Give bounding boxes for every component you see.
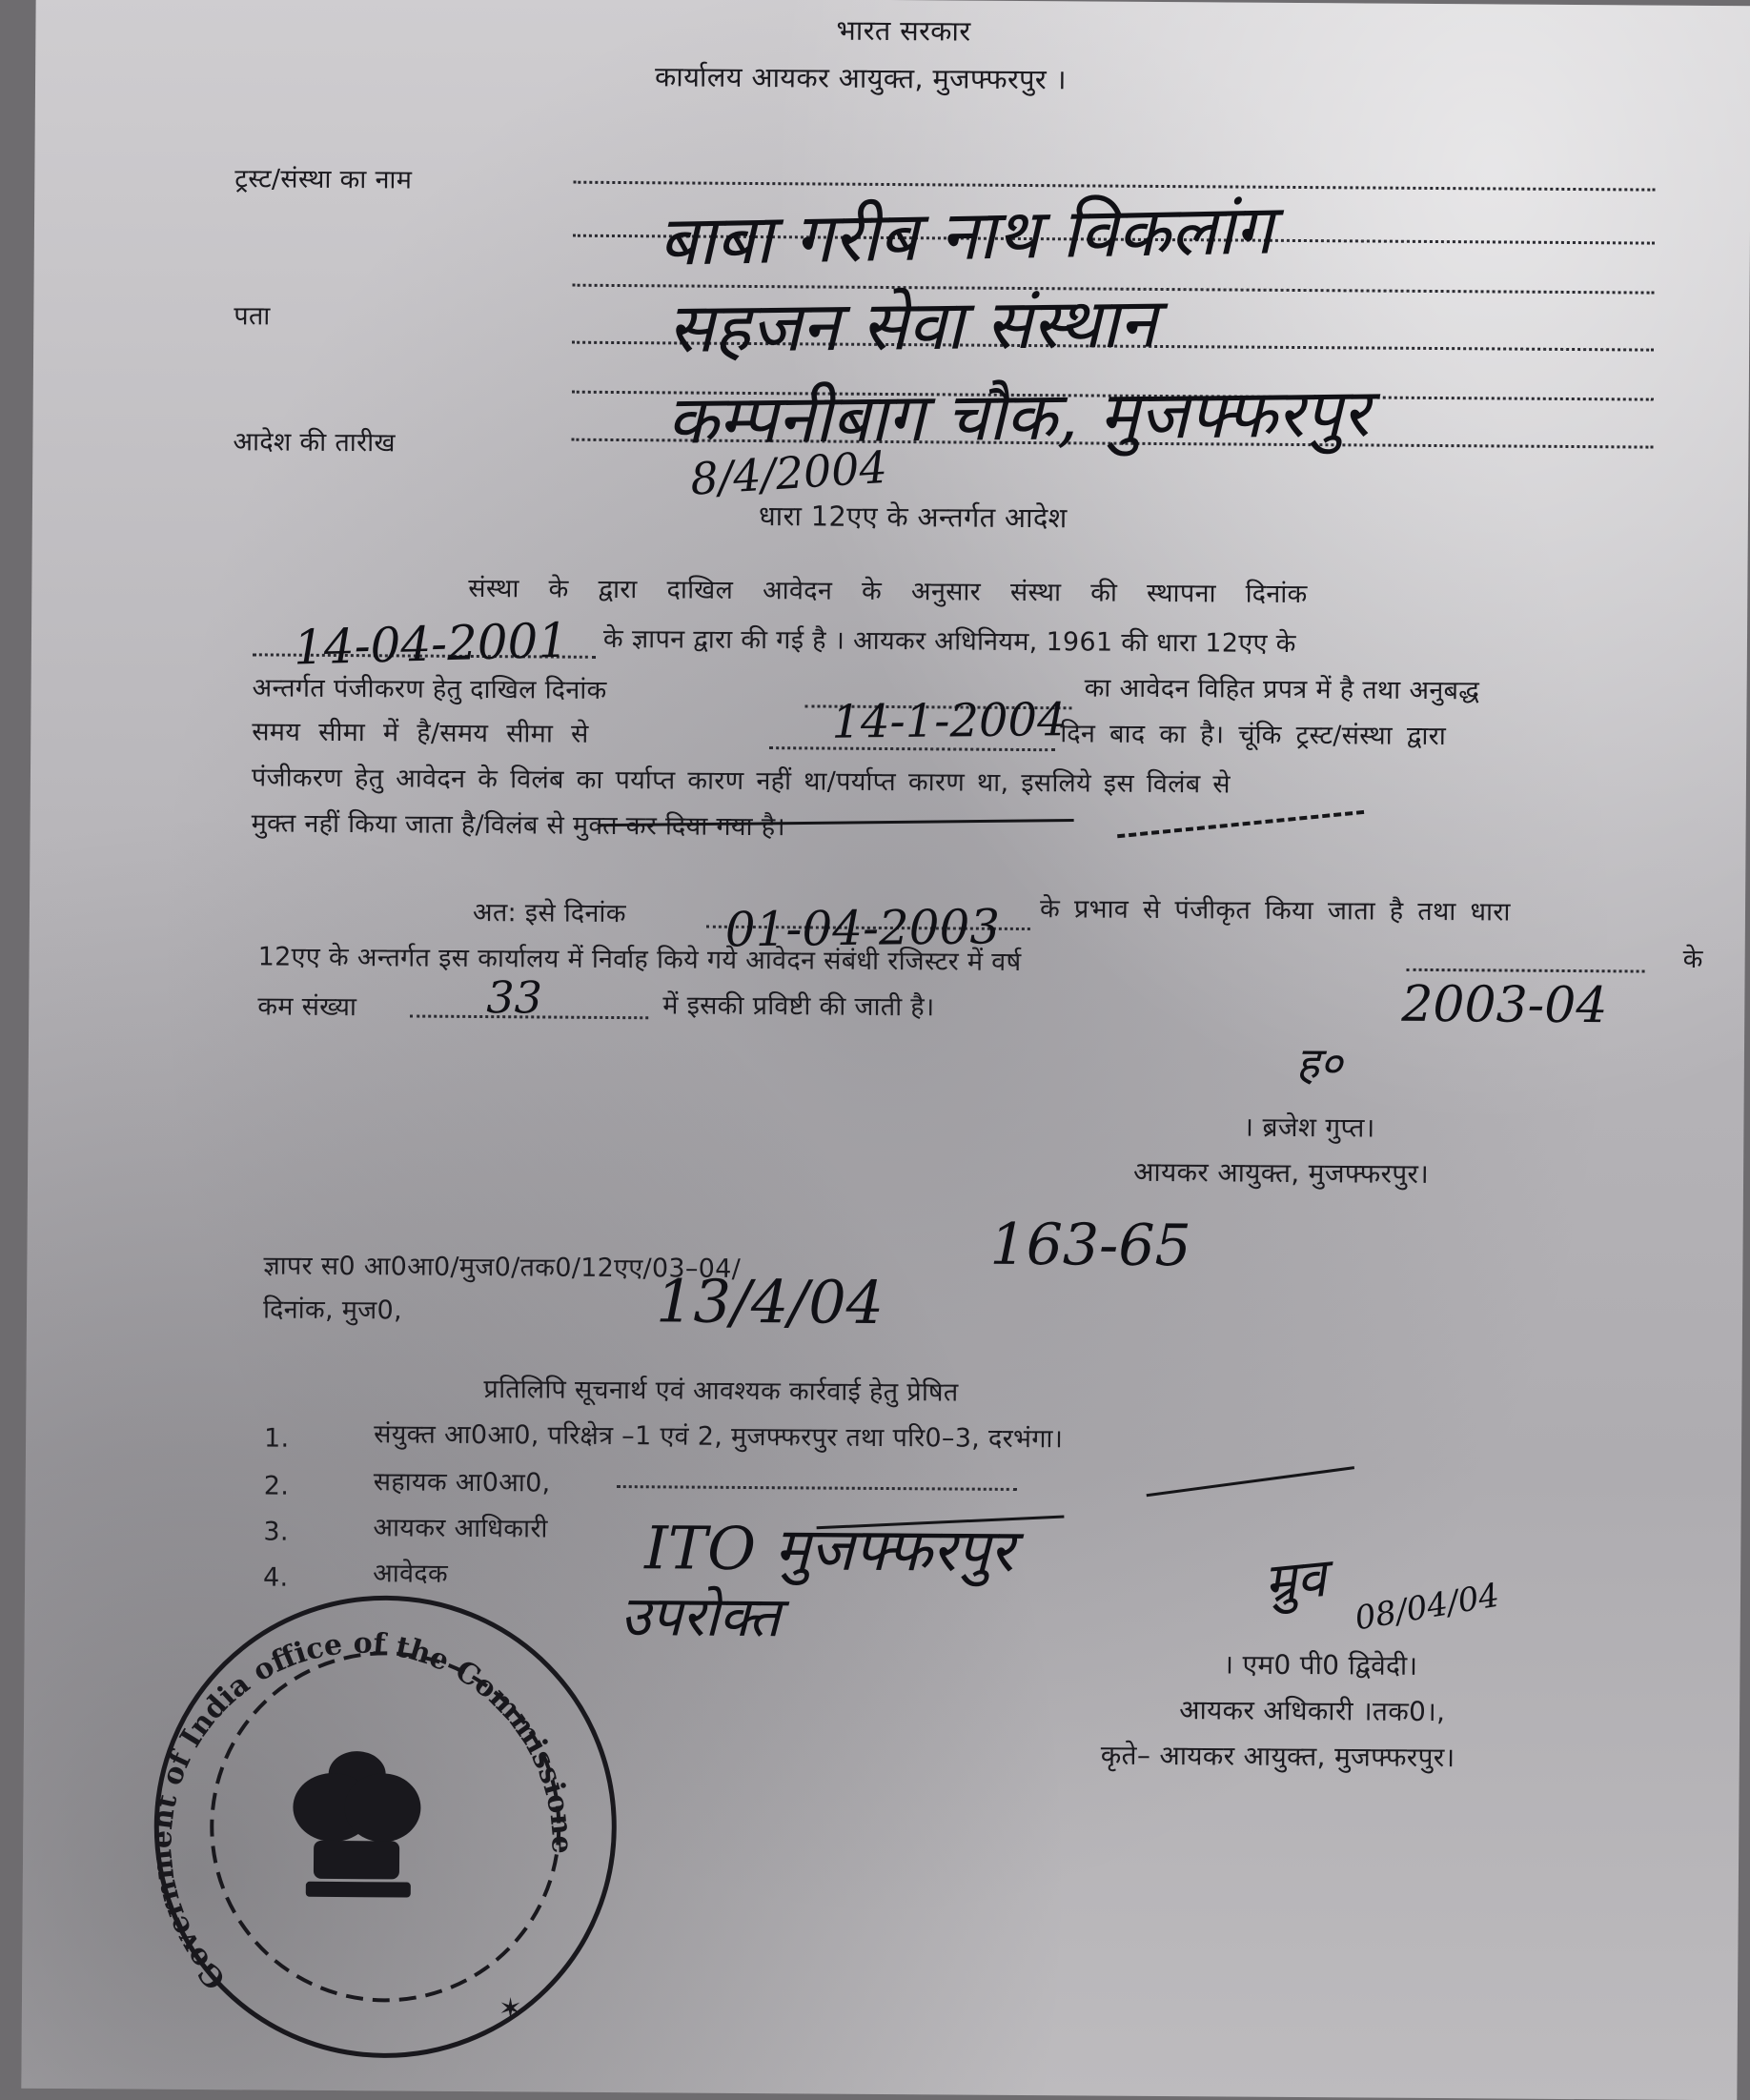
govt-heading: भारत सरकार <box>836 13 971 48</box>
handwritten-application-date: 14-1-2004 <box>831 693 1067 749</box>
handwritten-name-line-1: बाबा गरीब नाथ विकलांग <box>658 189 1274 281</box>
para1-line-c-b: का आवेदन विहित प्रपत्र में है तथा अनुबद्ध <box>1084 673 1480 706</box>
copy-heading: प्रतिलिपि सूचनार्थ एवं आवश्यक कार्रवाई हेतु प्रेषित <box>483 1375 959 1408</box>
handwritten-initial: ह० <box>1295 1037 1343 1090</box>
copy-item-3-text: आयकर आधिकारी <box>373 1513 548 1544</box>
para1-line-a: संस्था के द्वारा दाखिल आवेदन के अनुसार संस्था की स्थापना दिनांक <box>468 573 1308 610</box>
signatory2-title: आयकर अधिकारी ।तक0।, <box>1179 1694 1446 1728</box>
para1-line-b: के ज्ञापन द्वारा की गई है । आयकर अधिनियम, 1961 की धारा 12एए के <box>602 623 1296 659</box>
handwritten-effective-date: 01-04-2003 <box>724 899 1001 958</box>
signatory2-for: कृते– आयकर आयुक्त, मुजफ्फरपुर। <box>1100 1739 1455 1774</box>
register-year-dotted-line <box>1407 968 1645 973</box>
handwritten-address: कम्पनीबाग चौक, मुजफ्फरपुर <box>666 374 1371 459</box>
para2-line-a-a: अत: इसे दिनांक <box>472 897 626 929</box>
copy-item-2-text: सहायक आ0आ0, <box>373 1467 551 1499</box>
handwritten-underline <box>1147 1466 1354 1497</box>
para2-line-c-b: में इसकी प्रविष्टी की जाती है। <box>662 990 935 1023</box>
emblem-icon <box>293 1751 421 1898</box>
handwritten-signature: म्रुव <box>1261 1546 1330 1615</box>
handwritten-estab-date: 14-04-2001 <box>293 612 569 676</box>
copy-item-1-num: 1. <box>264 1423 290 1454</box>
order-date-label: आदेश की तारीख <box>233 427 396 459</box>
signatory2-name: । एम0 पी0 द्विवेदी। <box>1223 1648 1418 1682</box>
para2-line-b-a: 12एए के अन्तर्गत इस कार्यालय में निर्वाह किये गये आवेदन संबंधी रजिस्टर में वर्ष <box>257 942 1022 977</box>
seal-text: Government of India office of the Commissioner <box>145 1626 579 1996</box>
svg-text:✶: ✶ <box>498 1992 523 2027</box>
handwritten-dash-marks <box>1117 810 1364 838</box>
para2-line-a-b: के प्रभाव से पंजीकृत किया जाता है तथा धारा <box>1039 894 1511 928</box>
para1-line-d-a: समय सीमा में है/समय सीमा से <box>252 717 589 749</box>
copy-item-4-text: आवेदक <box>373 1559 449 1589</box>
copy-item-4-num: 4. <box>262 1562 289 1593</box>
handwritten-order-date: 8/4/2004 <box>688 440 889 505</box>
handwritten-memo-date: 13/4/04 <box>655 1266 885 1337</box>
signatory1-title: आयकर आयुक्त, मुजफ्फरपुर। <box>1132 1155 1430 1190</box>
para1-line-e: पंजीकरण हेतु आवेदन के विलंब का पर्याप्त कारण नहीं था/पर्याप्त कारण था, इसलिये इस विलंब से <box>251 763 1231 800</box>
handwritten-sign-date: 08/04/04 <box>1352 1576 1502 1639</box>
signatory1-name: । ब्रजेश गुप्त। <box>1243 1111 1375 1144</box>
handwritten-item3-fill: ITO मुजफ्फरपुर <box>644 1513 1015 1585</box>
office-heading: कार्यालय आयकर आयुक्त, मुजफ्फरपुर । <box>654 60 1067 96</box>
para2-line-b-b: के <box>1682 944 1703 974</box>
copy-item-3-num: 3. <box>263 1517 289 1547</box>
copy-item-2-dotted-line <box>617 1485 1017 1491</box>
seal-graphic <box>141 1568 631 2068</box>
para1-line-c-a: अन्तर्गत पंजीकरण हेतु दाखिल दिनांक <box>252 673 607 705</box>
para2-line-c-a: कम संख्या <box>257 991 357 1023</box>
order-heading: धारा 12एए के अन्तर्गत आदेश <box>758 500 1068 535</box>
para1-line-f: मुक्त नहीं किया जाता है/विलंब से मुक्त कर दिया गया है। <box>251 808 786 843</box>
para1-line-d-b: दिन बाद का है। चूंकि ट्रस्ट/संस्था द्वारा <box>1060 719 1447 752</box>
memo-date-label: दिनांक, मुज0, <box>262 1295 403 1326</box>
document-page <box>21 0 1750 2100</box>
handwritten-name-line-2: सहजन सेवा संस्थान <box>666 282 1158 368</box>
handwritten-year: 2003-04 <box>1401 975 1608 1035</box>
copy-item-2-num: 2. <box>263 1471 290 1501</box>
memo-number: ज्ञापर स0 आ0आ0/मुज0/तक0/12एए/03–04/ <box>263 1251 742 1284</box>
handwritten-serial-no: 33 <box>486 971 543 1024</box>
name-label: ट्रस्ट/संस्था का नाम <box>234 164 413 195</box>
address-label: पता <box>234 301 271 332</box>
copy-item-1-text: संयुक्त आ0आ0, परिक्षेत्र –1 एवं 2, मुजफ्फरपुर तथा परि0–3, दरभंगा। <box>374 1419 1064 1455</box>
handwritten-item4-fill: उपरोक्त <box>620 1583 781 1650</box>
official-seal <box>141 1568 631 2068</box>
handwritten-memo-no: 163-65 <box>989 1211 1191 1280</box>
